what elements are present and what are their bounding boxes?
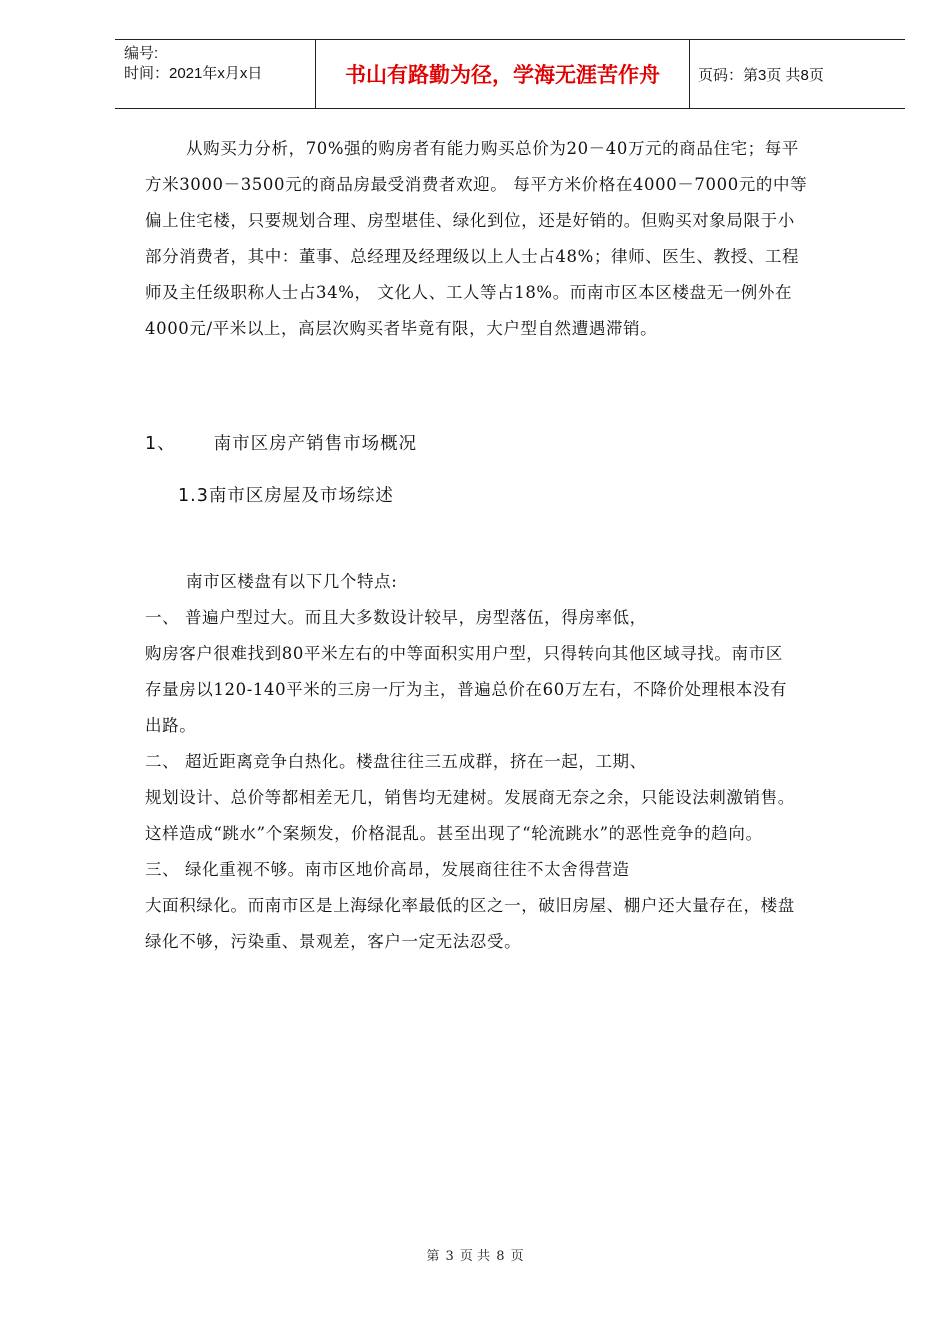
text-line: 二、 超近距离竞争白热化。楼盘往往三五成群，挤在一起，工期、 <box>145 752 647 771</box>
text-line: 出路。 <box>145 716 197 735</box>
text-line: 大面积绿化。而南市区是上海绿化率最低的区之一，破旧房屋、棚户还大量存在，楼盘 <box>145 896 795 915</box>
text-line: 三、 绿化重视不够。南市区地价高昂，发展商往往不太舍得营造 <box>145 860 630 879</box>
text-line: 师及主任级职称人士占34%， 文化人、工人等占18%。而南市区本区楼盘无一例外在 <box>145 283 793 302</box>
text-line: 存量房以120-140平米的三房一厅为主，普遍总价在60万左右，不降价处理根本没有 <box>145 680 788 699</box>
text-line: 规划设计、总价等都相差无几，销售均无建树。发展商无奈之余，只能设法刺激销售。 <box>145 788 795 807</box>
page-header <box>115 39 905 109</box>
purchasing-power-paragraph <box>145 131 875 347</box>
text-line: 这样造成“跳水”个案频发，价格混乱。甚至出现了“轮流跳水”的恶性竞争的趋向。 <box>145 824 763 843</box>
text-line: 4000元/平米以上，高层次购买者毕竟有限，大户型自然遭遇滞销。 <box>145 319 658 338</box>
subsection-heading: 1.3南市区房屋及市场综述 <box>178 486 394 506</box>
text-line: 从购买力分析，70%强的购房者有能力购买总价为20－40万元的商品住宅；每平 <box>186 139 799 158</box>
text-line: 部分消费者，其中：董事、总经理及经理级以上人士占48%；律师、医生、教授、工程 <box>145 247 800 266</box>
doc-number-label: 编号: <box>124 45 159 62</box>
text-line: 偏上住宅楼，只要规划合理、房型堪佳、绿化到位，还是好销的。但购买对象局限于小 <box>145 211 795 230</box>
text-line: 购房客户很难找到80平米左右的中等面积实用户型，只得转向其他区域寻找。南市区 <box>145 644 783 663</box>
text-line: 绿化不够，污染重、景观差，客户一定无法忍受。 <box>145 932 522 951</box>
current-page-number: 3 <box>445 1249 454 1264</box>
features-intro: 南市区楼盘有以下几个特点: <box>186 572 398 591</box>
text-line: 方米3000－3500元的商品房最受消费者欢迎。 每平方米价格在4000－7000元的中等 <box>145 175 808 194</box>
header-motto: 书山有路勤为径，学海无涯苦作舟 <box>316 40 690 108</box>
section-heading-number: 1、 <box>145 434 176 454</box>
header-page-label: 页码：第3页 共8页 <box>698 66 824 84</box>
section-heading <box>145 430 417 455</box>
features-section <box>145 564 875 960</box>
total-page-number: 8 <box>496 1249 505 1264</box>
header-meta <box>115 40 316 108</box>
text-line: 一、 普遍户型过大。而且大多数设计较早，房型落伍，得房率低， <box>145 608 647 627</box>
section-heading-title: 南市区房产销售市场概况 <box>213 434 418 454</box>
doc-time-label: 时间：2021年x月x日 <box>124 65 263 82</box>
page-footer: 第 3 页 共 8 页 <box>426 1249 524 1264</box>
